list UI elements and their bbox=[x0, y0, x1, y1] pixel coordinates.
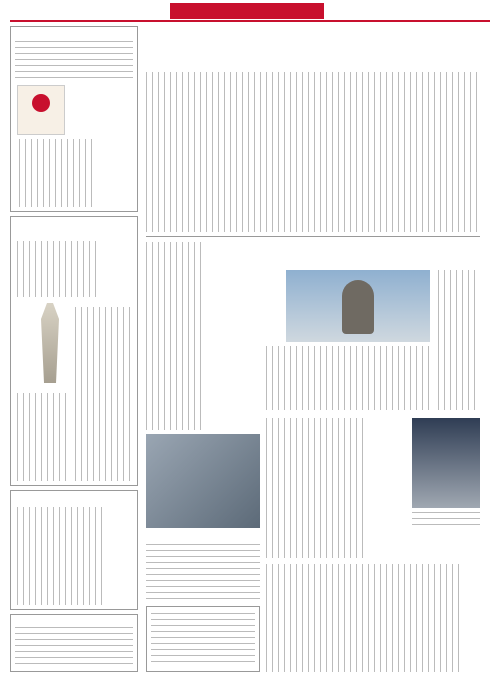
notice-box bbox=[146, 606, 260, 672]
article-text-block bbox=[15, 627, 133, 669]
stone-pagoda-image bbox=[35, 303, 65, 383]
ghost-month-box bbox=[10, 490, 138, 610]
article-text-vertical bbox=[17, 507, 105, 605]
buddha-statue-photo bbox=[286, 270, 430, 342]
relics-exhibition-box bbox=[10, 216, 138, 486]
story3-body-text bbox=[438, 270, 480, 410]
masthead-logo bbox=[170, 3, 324, 19]
story2-body-text bbox=[146, 242, 206, 430]
stamp-image bbox=[17, 85, 65, 135]
notice-text bbox=[151, 613, 255, 667]
section-divider bbox=[146, 236, 480, 237]
events-board-box bbox=[10, 614, 138, 672]
calligraphy-photo bbox=[146, 434, 260, 528]
article-text-vertical bbox=[75, 307, 133, 481]
cathedral-photo bbox=[412, 418, 480, 508]
article-text-vertical bbox=[19, 139, 95, 207]
bottom-body-text bbox=[266, 564, 462, 672]
story4-body-text bbox=[266, 418, 366, 558]
stamp-appreciation-box bbox=[10, 26, 138, 212]
article-text-vertical bbox=[17, 241, 101, 297]
photo-caption bbox=[412, 512, 480, 530]
article-text-vertical bbox=[17, 393, 67, 481]
header-rule bbox=[10, 20, 490, 22]
lead-body-text bbox=[146, 72, 480, 232]
story5-body-text bbox=[146, 544, 260, 600]
article-text-block bbox=[15, 41, 133, 79]
story3-body-text-2 bbox=[266, 346, 432, 410]
